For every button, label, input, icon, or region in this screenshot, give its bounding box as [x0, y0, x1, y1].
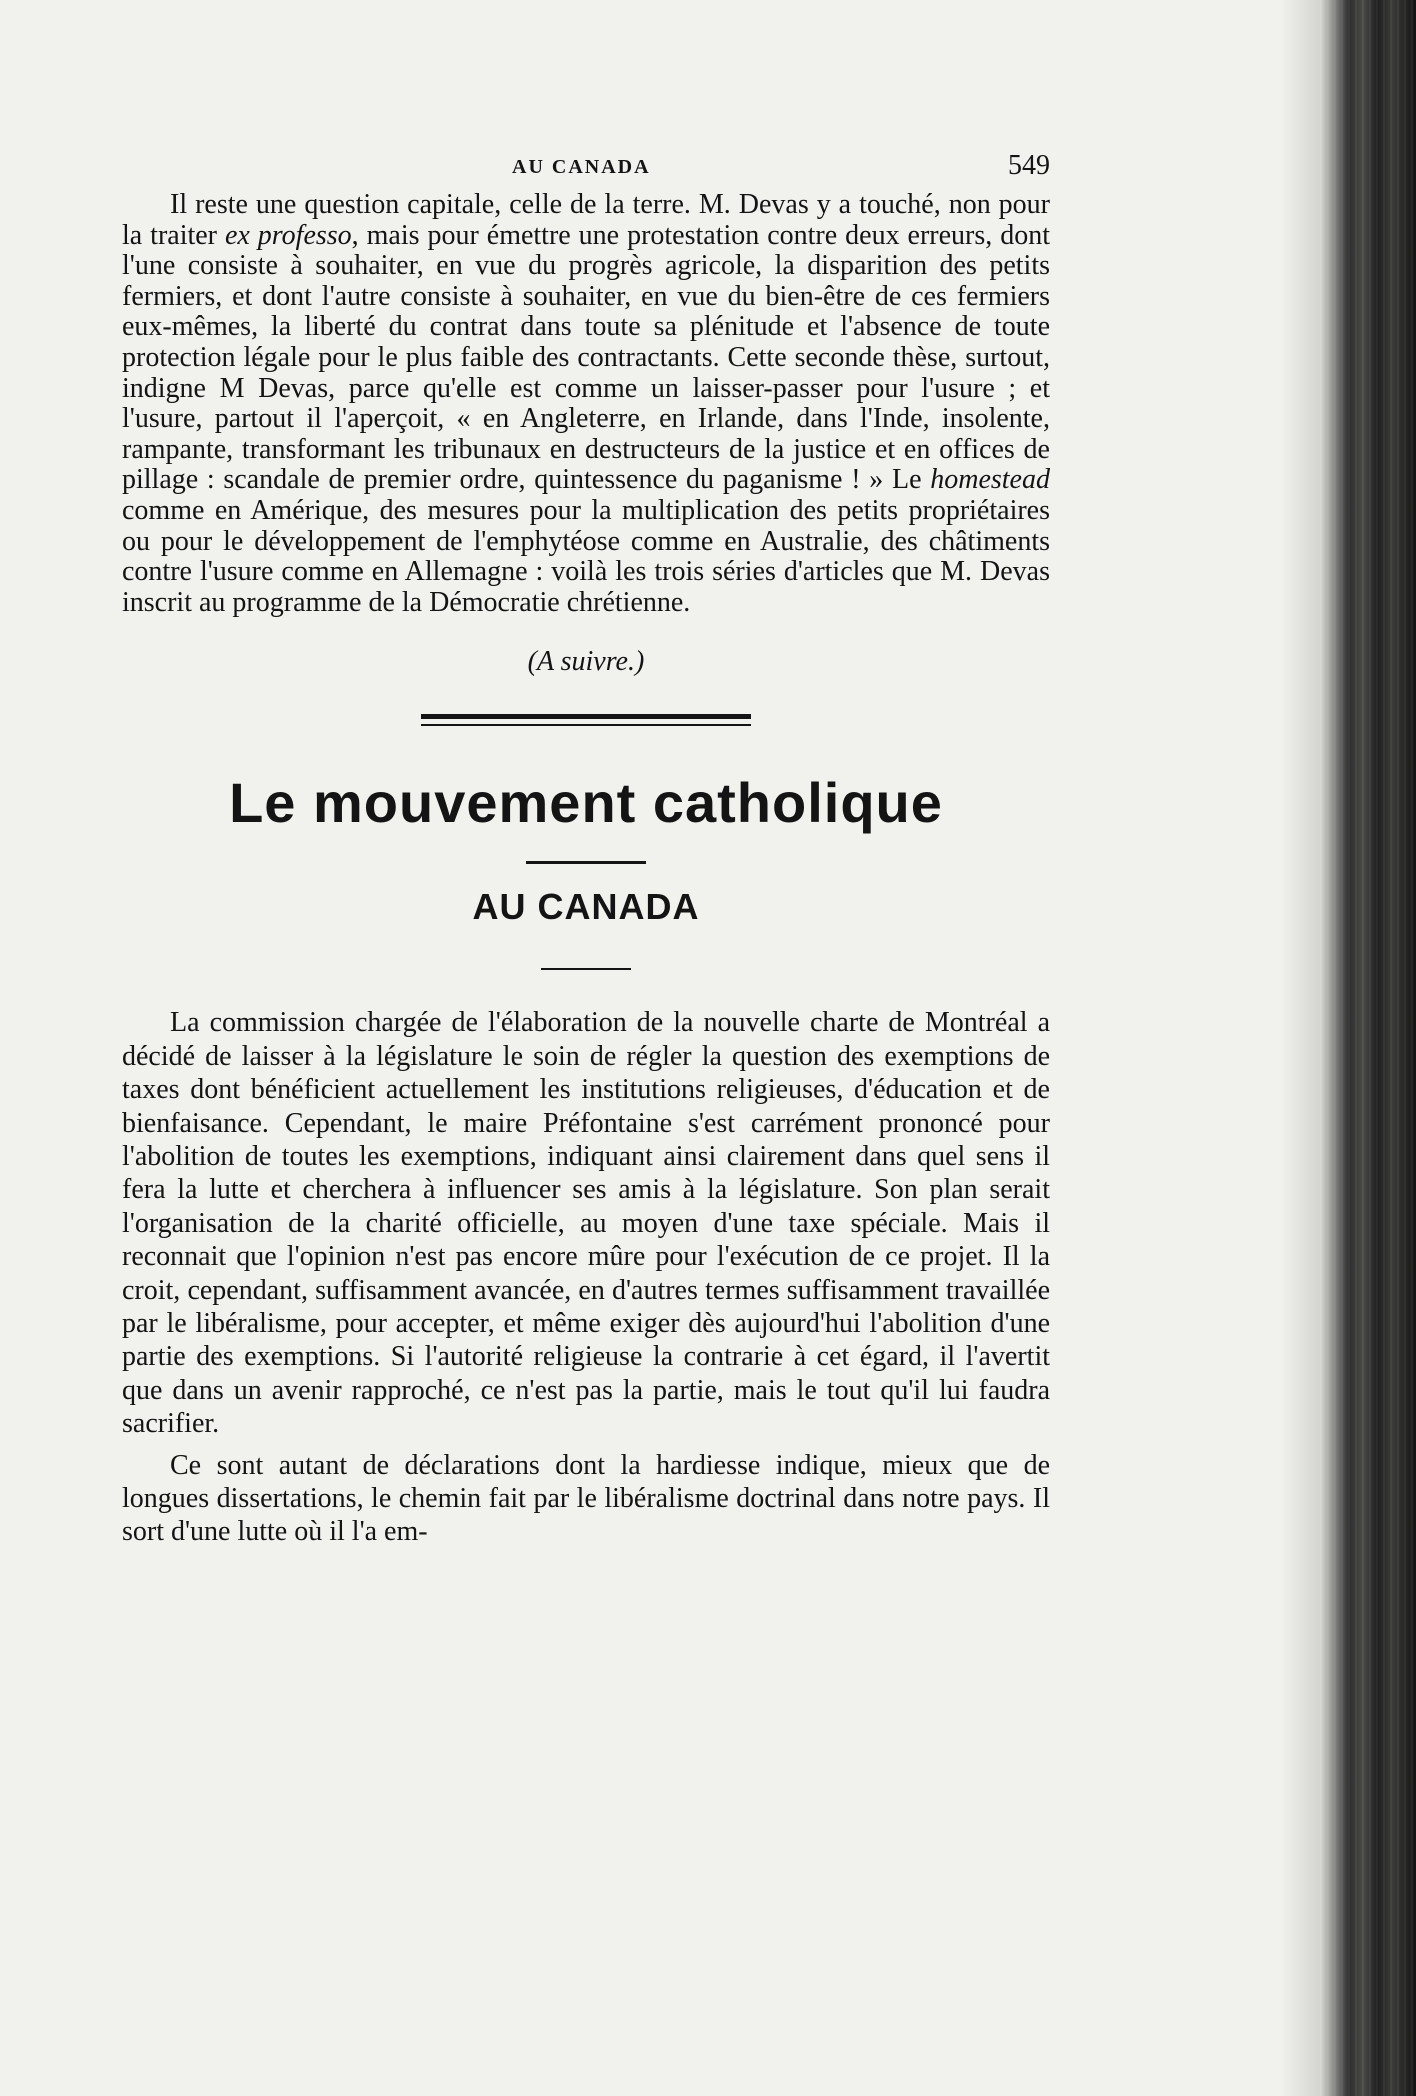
- page-gutter-shadow: [1280, 0, 1320, 2096]
- article-paragraph: Ce sont autant de déclarations dont la hardiesse indique, mieux que de longues dissertations, le chemin fait par le libéralisme doctrinal dans notre pays. Il sort d'une lutte où il l'a em-: [122, 1449, 1050, 1548]
- article-title: Le mouvement catholique: [229, 771, 943, 835]
- continued-note: (A suivre.): [527, 646, 645, 678]
- title-underline: [526, 861, 646, 864]
- running-head-title: AU CANADA: [512, 156, 651, 178]
- italic-term: homestead: [930, 464, 1050, 496]
- previous-article-paragraph: [122, 190, 1050, 618]
- page-number: 549: [1008, 150, 1050, 181]
- article-paragraph: La commission chargée de l'élaboration de la nouvelle charte de Montréal a décidé de laisser à la législature le soin de régler la question des exemptions de taxes dont bénéficient actuellement les institutions religieuses, d'éducation et de bienfaisance. Cependant, le maire Préfontaine s'est carrément prononcé pour l'abolition de toutes les exemptions, indiquant ainsi clairement dans quel sens il fera la lutte et cherchera à influencer ses amis à la législature. Son plan serait l'organisation de la charité officielle, au moyen d'une taxe spéciale. Mais il reconnait que l'opinion n'est pas encore mûre pour l'exécution de ce projet. Il la croit, cependant, suffisamment avancée, en d'autres termes suffisamment travaillée par le libéralisme, pour accepter, et même exiger dès aujourd'hui l'abolition d'une partie des exemptions. Si l'autorité religieuse la contrarie à cet égard, il l'avertit que dans un avenir rapproché, ce n'est pas la partie, mais le tout qu'il lui faudra sacrifier.: [122, 1007, 1050, 1440]
- paragraph-text: , mais pour émettre une protestation contre deux erreurs, dont l'une consiste à souhaiter, en vue du progrès agricole, la disparition des petits fermiers, et dont l'autre consiste à souhaiter, en vue du bien-être de ces fermiers eux-mêmes, la liberté du contrat dans toute sa plénitude et l'absence de toute protection légale pour le plus faible des contractants. Cette seconde thèse, surtout, indigne M Devas, parce qu'elle est comme un laisser-passer pour l'usure ; et l'usure, partout il l'aperçoit, « en Angleterre, en Irlande, dans l'Inde, insolente, rampante, transformant les tribunaux en destructeurs de la justice et en offices de pillage : scandale de premier ordre, quintessence du paganisme ! » Le: [122, 219, 1050, 496]
- paragraph-text: comme en Amérique, des mesures pour la multiplication des petits propriétaires ou pour le développement de l'emphytéose comme en Australie, des châtiments contre l'usure comme en Allemagne : voilà les trois séries d'articles que M. Devas inscrit au programme de la Démocratie chrétienne.: [122, 494, 1050, 618]
- book-edge-texture: [1320, 0, 1416, 2096]
- divider-thin-line: [421, 724, 751, 726]
- divider-thick-line: [421, 714, 751, 719]
- italic-term: ex professo: [224, 219, 352, 251]
- subtitle-underline: [541, 968, 631, 970]
- article-subtitle: AU CANADA: [472, 886, 700, 928]
- section-divider: [421, 714, 751, 726]
- running-head: [122, 150, 1050, 190]
- paragraph-text: Il reste une question capitale, celle de la terre. M. Devas y a touché, non pour la traiter: [122, 189, 1050, 251]
- page-content: [122, 150, 1050, 1549]
